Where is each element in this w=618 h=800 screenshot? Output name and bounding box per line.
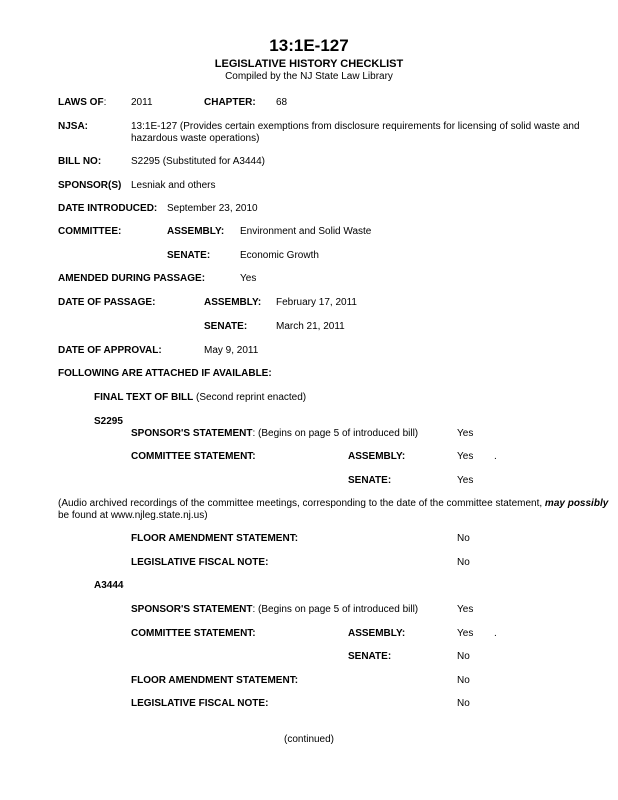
amended-label: AMENDED DURING PASSAGE:: [58, 273, 206, 284]
a3444-sponsor-note: : (Begins on page 5 of introduced bill): [252, 604, 419, 615]
sponsor-value: Lesniak and others: [131, 180, 216, 191]
s2295-heading: S2295: [94, 416, 123, 427]
a3444-senate-value: No: [457, 651, 470, 662]
s2295-senate-label: SENATE:: [348, 475, 392, 486]
s2295-assembly-mark: .: [494, 451, 497, 462]
final-text-row: [94, 392, 306, 404]
s2295-assembly-value: Yes: [457, 451, 474, 462]
audio-note-emphasis: may possibly: [544, 498, 609, 509]
audio-note-line-1: [58, 498, 608, 510]
a3444-assembly-mark: .: [494, 628, 497, 639]
chapter-label: CHAPTER:: [204, 97, 256, 108]
s2295-sponsor-value: Yes: [457, 428, 474, 439]
laws-of-label: LAWS OF: [58, 97, 104, 108]
s2295-sponsor-label: SPONSOR'S STATEMENT: [131, 428, 253, 439]
date-introduced-value: September 23, 2010: [167, 203, 258, 214]
laws-of-field: [58, 97, 106, 109]
njsa-text: 13:1E-127 (Provides certain exemptions from disclosure requirements for licensing of solid waste and hazardous waste operations): [131, 121, 580, 144]
a3444-sponsor-statement: [131, 604, 418, 616]
a3444-senate-label: SENATE:: [348, 651, 392, 662]
s2295-assembly-label: ASSEMBLY:: [348, 451, 406, 462]
s2295-sponsor-statement: [131, 428, 418, 440]
s2295-committee-label: COMMITTEE STATEMENT:: [131, 451, 256, 462]
s2295-senate-value: Yes: [457, 475, 474, 486]
passage-assembly-value: February 17, 2011: [276, 297, 357, 308]
audio-note-line-2: be found at www.njleg.state.nj.us): [58, 510, 208, 521]
date-of-approval-label: DATE OF APPROVAL:: [58, 345, 162, 356]
chapter-value: 68: [276, 97, 288, 108]
date-introduced-label: DATE INTRODUCED:: [58, 203, 158, 214]
s2295-sponsor-note: : (Begins on page 5 of introduced bill): [252, 428, 419, 439]
passage-senate-value: March 21, 2011: [276, 321, 345, 332]
laws-of-colon: :: [103, 97, 107, 108]
committee-assembly-value: Environment and Solid Waste: [240, 226, 372, 237]
passage-senate-label: SENATE:: [204, 321, 248, 332]
s2295-fiscal-value: No: [457, 557, 470, 568]
committee-assembly-label: ASSEMBLY:: [167, 226, 225, 237]
a3444-heading: A3444: [94, 580, 124, 591]
a3444-committee-label: COMMITTEE STATEMENT:: [131, 628, 256, 639]
njsa-label: NJSA:: [58, 121, 89, 132]
committee-label: COMMITTEE:: [58, 226, 122, 237]
laws-of-year: 2011: [131, 97, 153, 108]
a3444-floor-value: No: [457, 675, 470, 686]
s2295-floor-value: No: [457, 533, 470, 544]
passage-assembly-label: ASSEMBLY:: [204, 297, 262, 308]
bill-no-value: S2295 (Substituted for A3444): [131, 156, 265, 167]
sponsor-label: SPONSOR(S): [58, 180, 122, 191]
compiled-by: Compiled by the NJ State Law Library: [225, 71, 393, 82]
a3444-fiscal-value: No: [457, 698, 470, 709]
document-title: LEGISLATIVE HISTORY CHECKLIST: [214, 58, 404, 70]
attached-heading: FOLLOWING ARE ATTACHED IF AVAILABLE:: [58, 368, 272, 379]
a3444-floor-label: FLOOR AMENDMENT STATEMENT:: [131, 675, 299, 686]
a3444-assembly-value: Yes: [457, 628, 474, 639]
committee-senate-label: SENATE:: [167, 250, 211, 261]
page-title: 13:1E-127: [269, 36, 349, 55]
a3444-fiscal-label: LEGISLATIVE FISCAL NOTE:: [131, 698, 269, 709]
s2295-floor-label: FLOOR AMENDMENT STATEMENT:: [131, 533, 299, 544]
a3444-sponsor-label: SPONSOR'S STATEMENT: [131, 604, 253, 615]
final-text-note: (Second reprint enacted): [196, 392, 307, 403]
date-of-passage-label: DATE OF PASSAGE:: [58, 297, 156, 308]
bill-no-label: BILL NO:: [58, 156, 102, 167]
a3444-assembly-label: ASSEMBLY:: [348, 628, 406, 639]
continued-note: (continued): [283, 734, 335, 745]
a3444-sponsor-value: Yes: [457, 604, 474, 615]
audio-note-text: (Audio archived recordings of the committee meetings, corresponding to the date of the committee statement,: [58, 498, 543, 509]
committee-senate-value: Economic Growth: [240, 250, 319, 261]
date-of-approval-value: May 9, 2011: [204, 345, 259, 356]
amended-value: Yes: [240, 273, 257, 284]
final-text-label: FINAL TEXT OF BILL: [94, 392, 194, 403]
s2295-fiscal-label: LEGISLATIVE FISCAL NOTE:: [131, 557, 269, 568]
